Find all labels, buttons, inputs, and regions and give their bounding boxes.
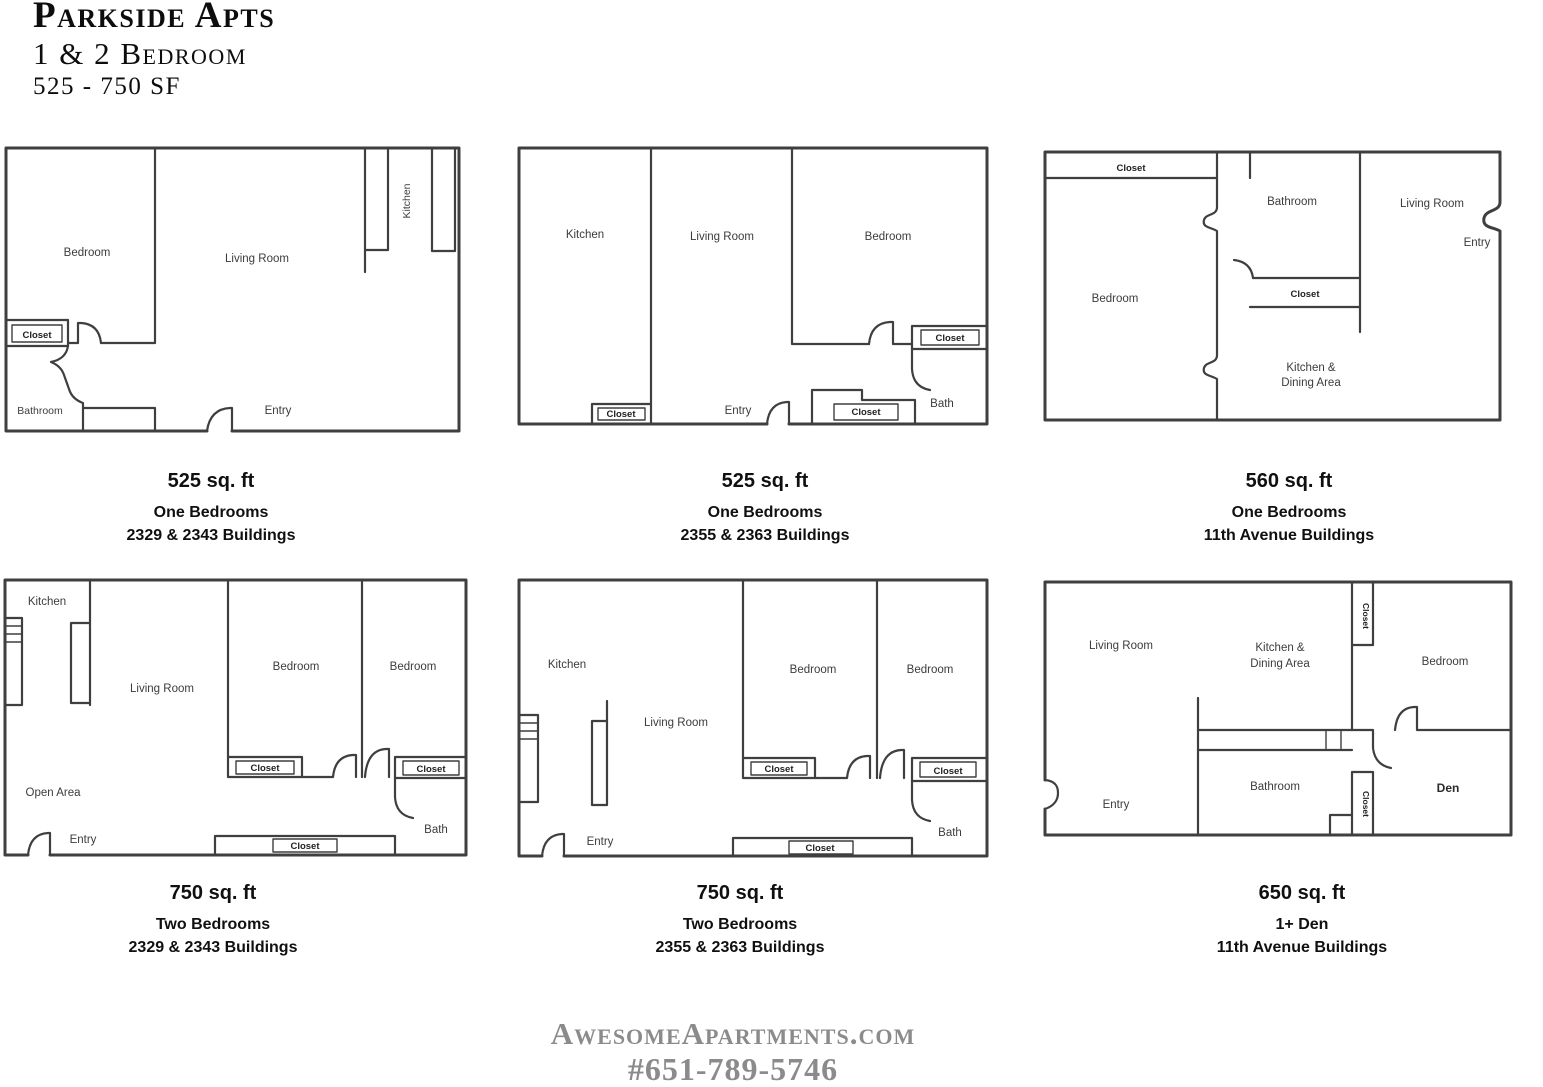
top-closet-box [1045, 152, 1250, 178]
bedroom-wall-with-doors [1204, 178, 1217, 420]
outer-walls [1045, 152, 1500, 420]
bedroom-door-arc [869, 322, 912, 344]
caption-buildings: 2355 & 2363 Buildings [680, 527, 850, 544]
room-label-closet-bottom: Closet [1361, 791, 1371, 817]
room-label-kitchen-dining-line1: Kitchen & [1286, 362, 1336, 374]
room-label-bath: Bath [938, 827, 962, 839]
footer-phone: #651-789-5746 [627, 1051, 839, 1087]
caption-one-bedroom-2355 [681, 470, 850, 547]
room-label-entry: Entry [586, 836, 614, 848]
room-label-living-room: Living Room [1089, 640, 1153, 652]
caption-type: Two Bedrooms [155, 916, 271, 933]
kitchen-wall-and-counter [71, 580, 90, 705]
room-label-bathroom: Bathroom [17, 405, 63, 417]
room-label-closet-mid: Closet [1290, 289, 1320, 300]
room-label-closet-kitchen: Closet [606, 409, 636, 420]
caption-buildings: 11th Avenue Buildings [1216, 939, 1388, 956]
footer-website: AwesomeApartments.com [550, 1016, 916, 1051]
bathroom-step-wall [1330, 815, 1352, 835]
bedroom-wall [792, 148, 869, 344]
room-label-open-area: Open Area [25, 787, 81, 799]
bath-door-arc [395, 778, 413, 818]
caption-sqft: 750 sq. ft [696, 882, 784, 904]
outer-walls [5, 580, 466, 855]
room-label-closet: Closet [22, 330, 52, 341]
floorplan-one-plus-den-11th-avenue [1043, 580, 1513, 837]
den-door-arc [1352, 730, 1391, 768]
size-range: 525 - 750 SF [33, 73, 181, 100]
room-label-bedroom: Bedroom [63, 247, 111, 259]
room-label-closet-2: Closet [933, 766, 963, 777]
entry-door-arc [542, 834, 564, 856]
room-label-living-room: Living Room [1400, 198, 1464, 210]
caption-one-plus-den-11th-avenue [1217, 882, 1387, 959]
caption-sqft: 750 sq. ft [169, 882, 257, 904]
room-label-closet-hall: Closet [851, 407, 881, 418]
caption-type: 1+ Den [1275, 916, 1329, 933]
room-label-bedroom: Bedroom [1421, 656, 1469, 668]
room-label-bathroom: Bathroom [1267, 196, 1317, 208]
room-label-living-room: Living Room [644, 717, 708, 729]
outer-walls [6, 148, 459, 431]
room-label-kitchen-dining-line2: Dining Area [1250, 658, 1310, 670]
entry-door-arc [207, 408, 232, 431]
kitchen-counter-left [5, 618, 22, 705]
bathroom-door-arc [1234, 260, 1253, 278]
room-label-kitchen: Kitchen [565, 229, 605, 241]
caption-buildings: 2355 & 2363 Buildings [655, 939, 825, 956]
room-label-entry: Entry [1102, 799, 1130, 811]
room-label-living-room: Living Room [225, 253, 289, 265]
entry-door-arc [28, 833, 50, 855]
bedroom1-door-arc [302, 755, 356, 777]
caption-sqft: 525 sq. ft [167, 470, 255, 492]
bedroom1-wall-and-closet [228, 580, 302, 777]
entry-door-arc [1045, 780, 1058, 809]
floorplan-one-bedroom-2355 [517, 146, 989, 426]
room-label-living-room: Living Room [690, 231, 754, 243]
bathroom-wall [51, 346, 83, 431]
room-label-living-room: Living Room [130, 683, 194, 695]
room-label-entry: Entry [724, 405, 752, 417]
caption-sqft: 650 sq. ft [1258, 882, 1346, 904]
room-label-closet-2: Closet [416, 764, 446, 775]
hall-counter-walls [1198, 730, 1352, 750]
floorplan-one-bedroom-11th-avenue [1043, 150, 1502, 422]
bedroom-door-arc [68, 323, 101, 343]
page-subtitle: 1 & 2 Bedroom [33, 36, 247, 71]
room-label-kitchen: Kitchen [547, 659, 587, 671]
caption-buildings: 2329 & 2343 Buildings [128, 939, 298, 956]
floorplan-two-bedroom-2355 [517, 578, 989, 858]
entry-door-arc [767, 402, 789, 424]
room-label-bedroom: Bedroom [1091, 293, 1139, 305]
room-label-kitchen: Kitchen [27, 596, 67, 608]
room-label-closet-1: Closet [764, 764, 794, 775]
room-label-closet-1: Closet [250, 763, 280, 774]
caption-two-bedroom-2355 [656, 882, 825, 959]
room-label-entry: Entry [1463, 237, 1491, 249]
room-label-closet-top: Closet [1116, 163, 1146, 174]
room-label-bedroom-2: Bedroom [906, 664, 954, 676]
room-label-den: Den [1436, 781, 1460, 795]
room-label-entry: Entry [69, 834, 97, 846]
room-label-closet-bedroom: Closet [935, 333, 965, 344]
room-label-bedroom-1: Bedroom [272, 661, 320, 673]
bedroom2-wall-and-door [877, 580, 904, 778]
room-label-closet-top: Closet [1361, 603, 1371, 629]
bedroom2-wall-and-door [362, 580, 389, 777]
room-label-bedroom: Bedroom [864, 231, 912, 243]
floorplan-one-bedroom-2329 [4, 146, 461, 433]
flyer-header [33, 0, 275, 102]
room-label-bath: Bath [424, 824, 448, 836]
caption-buildings: 2329 & 2343 Buildings [126, 527, 296, 544]
caption-buildings: 11th Avenue Buildings [1203, 527, 1375, 544]
bathroom-closet-box [83, 408, 155, 431]
room-label-bedroom-1: Bedroom [789, 664, 837, 676]
caption-one-bedroom-2329 [127, 470, 296, 547]
caption-sqft: 560 sq. ft [1245, 470, 1333, 492]
room-label-closet-bottom: Closet [805, 843, 835, 854]
counter-hatching [1326, 730, 1341, 750]
bath-door-arc [912, 781, 930, 821]
room-label-bathroom: Bathroom [1250, 781, 1300, 793]
flyer-footer [551, 1016, 915, 1086]
room-label-bath: Bath [930, 398, 954, 410]
bedroom-wall [101, 148, 155, 343]
bedroom1-wall-and-closet [743, 580, 815, 778]
counter-hatching [5, 626, 22, 642]
caption-type: One Bedrooms [707, 504, 823, 521]
room-label-closet-bottom: Closet [290, 841, 320, 852]
room-label-bedroom-2: Bedroom [389, 661, 437, 673]
floorplan-two-bedroom-2329 [3, 578, 468, 857]
bath-door-arc [912, 349, 930, 390]
caption-two-bedroom-2329 [129, 882, 298, 959]
bedroom1-door-arc [815, 756, 870, 778]
room-label-kitchen-dining-line2: Dining Area [1281, 377, 1341, 389]
bedroom-door-and-wall [1395, 707, 1511, 730]
caption-type: One Bedrooms [1231, 504, 1347, 521]
kitchen-counter-left [519, 715, 538, 802]
room-label-kitchen: Kitchen [401, 183, 413, 219]
room-label-entry: Entry [264, 405, 292, 417]
caption-sqft: 525 sq. ft [721, 470, 809, 492]
outer-walls [1045, 582, 1511, 835]
kitchen-counter-mid [592, 701, 607, 805]
caption-one-bedroom-11th-avenue [1204, 470, 1374, 547]
caption-type: Two Bedrooms [682, 916, 798, 933]
counter-hatching [519, 723, 538, 739]
room-label-kitchen-dining-line1: Kitchen & [1255, 642, 1305, 654]
page-title: Parkside Apts [33, 0, 276, 36]
caption-type: One Bedrooms [153, 504, 269, 521]
